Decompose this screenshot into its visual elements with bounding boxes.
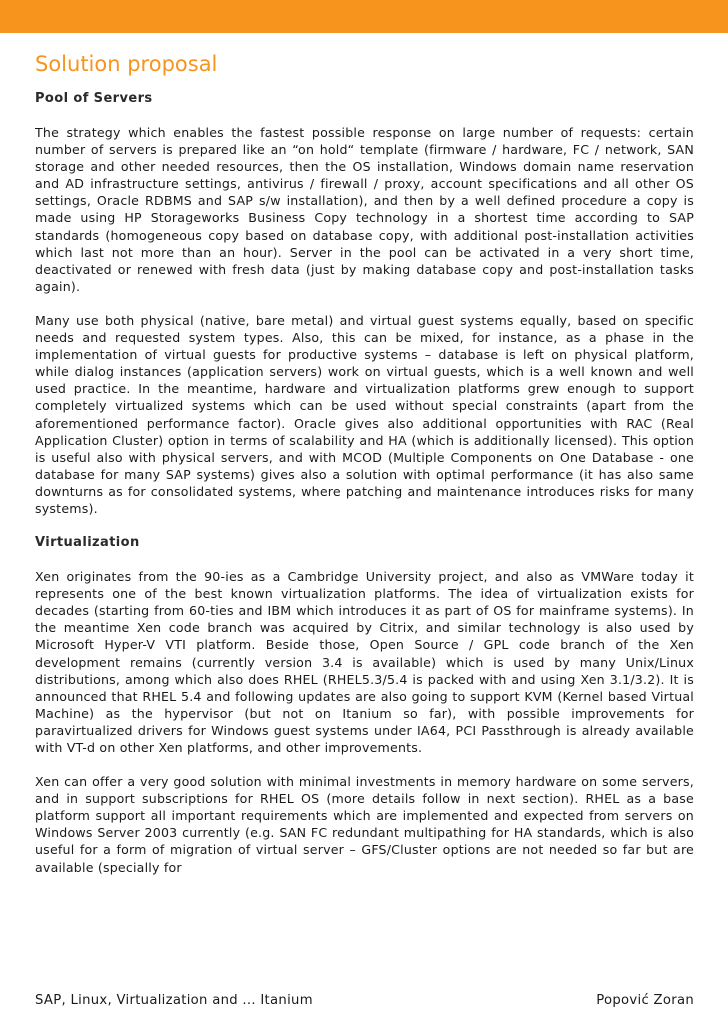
section-heading-pool-of-servers: Pool of Servers: [35, 91, 153, 106]
header-accent-bar: [0, 0, 728, 33]
document-body: [35, 48, 694, 876]
page-footer: [35, 993, 694, 1011]
footer-author: Popović Zoran: [596, 993, 694, 1008]
section-heading-virtualization: Virtualization: [35, 535, 140, 551]
paragraph: Xen can offer a very good solution with minimal investments in memory hardware on some servers, and in support subscriptions for RHEL OS (more details follow in next section). RHEL as a base platform support all important requirements which are implemented and expected from servers on Windows Server 2003 currently (e.g. SAN FC redundant multipathing for HA standards, which is also useful for a form of migration of virtual server – GFS/Cluster options are not needed so far but are available (specially for: [35, 774, 694, 875]
paragraph: Many use both physical (native, bare metal) and virtual guest systems equally, based on specific needs and requested system types. Also, this can be mixed, for instance, as a phase in the implementation of virtual guests for productive systems – database is left on physical platform, while dialog instances (application servers) work on virtual guests, which is a well known and well used practice. In the meantime, hardware and virtualization platforms grew enough to support completely virtualized systems which can be used without special constraints (apart from the aforementioned performance factor). Oracle gives also additional opportunities with RAC (Real Application Cluster) option in terms of scalability and HA (which is additionally licensed). This option is useful also with physical servers, and with MCOD (Multiple Components on One Database - one database for many SAP systems) gives also a solution with optimal performance (it has also same downturns as for consolidated systems, where patching and maintenance introduces risks for many systems).: [35, 312, 694, 516]
footer-document-title: SAP, Linux, Virtualization and ... Itanium: [35, 993, 313, 1008]
document-title: Solution proposal: [35, 52, 218, 76]
paragraph: Xen originates from the 90-ies as a Cambridge University project, and also as VMWare today it represents one of the best known virtualization platforms. The idea of virtualization exists for decades (starting from 60-ties and IBM which introduces it as part of OS for mainframe systems). In the meantime Xen code branch was acquired by Citrix, and similar technology is also used by Microsoft Hyper-V VTI platform. Beside those, Open Source / GPL code branch of the Xen development remains (currently version 3.4 is available) which is used by many Unix/Linux distributions, among which also does RHEL (RHEL5.3/5.4 is packed with and using Xen 3.1/3.2). It is announced that RHEL 5.4 and following updates are also going to support KVM (Kernel based Virtual Machine) as the hypervisor (but not on Itanium so far), with possible improvements for paravirtualized drivers for Windows guest systems under IA64, PCI Passthrough is already available with VT-d on other Xen platforms, and other improvements.: [35, 569, 694, 755]
paragraph: The strategy which enables the fastest possible response on large number of requests: certain number of servers is prepared like an “on hold“ template (firmware / hardware, FC / network, SAN storage and other needed resources, then the OS installation, Windows domain name reservation and AD infrastructure settings, antivirus / firewall / proxy, account specifications and all other OS settings, Oracle RDBMS and SAP s/w installation), and then by a well defined procedure a copy is made using HP Storageworks Business Copy technology in a shortest time according to SAP standards (homogeneous copy based on database copy, with additional post-installation activities which last not more than an hour). Server in the pool can be activated in a very short time, deactivated or renewed with fresh data (just by making database copy and post-installation tasks again).: [35, 125, 694, 294]
